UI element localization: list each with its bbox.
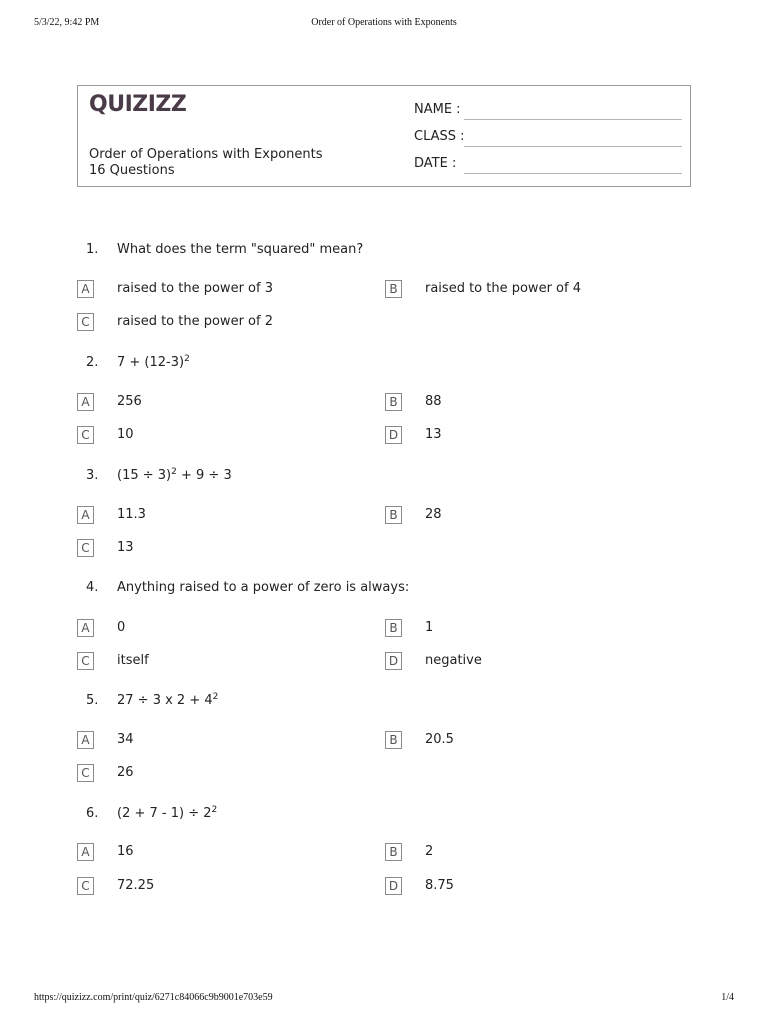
- option-letter-box: A: [77, 619, 94, 637]
- question-number: 1.: [86, 242, 99, 257]
- option-text: 26: [117, 765, 134, 780]
- option-text: 88: [425, 394, 442, 409]
- question-text: What does the term "squared" mean?: [117, 242, 364, 257]
- date-line: [464, 173, 682, 174]
- option-letter-box: B: [385, 619, 402, 637]
- question-text: $(2 + 7 - 1) \div 2^2$: [117, 805, 218, 821]
- option-letter-box: D: [385, 877, 402, 895]
- option-text: raised to the power of 3: [117, 281, 273, 296]
- class-field: [414, 129, 682, 149]
- option-text: raised to the power of 2: [117, 314, 273, 329]
- option-letter-box: C: [77, 764, 94, 782]
- option-letter-box: D: [385, 652, 402, 670]
- option-letter-box: C: [77, 877, 94, 895]
- option-letter-box: A: [77, 280, 94, 298]
- option-text: 72.25: [117, 878, 155, 893]
- print-page-title: Order of Operations with Exponents: [311, 17, 457, 28]
- option-text: 11.3: [117, 507, 146, 522]
- option-text: 28: [425, 507, 442, 522]
- worksheet-header: [77, 85, 691, 187]
- question-number: 4.: [86, 580, 99, 595]
- print-footer: [0, 992, 768, 1006]
- option-text: 10: [117, 427, 134, 442]
- print-url: https://quizizz.com/print/quiz/6271c84066c9b9001e703e59: [34, 992, 273, 1003]
- option-letter-box: B: [385, 280, 402, 298]
- quizizz-logo: QUIZIZZ: [89, 92, 187, 117]
- option-text: 13: [425, 427, 442, 442]
- option-letter-box: D: [385, 426, 402, 444]
- question-text: 27 ÷ 3 x $2 + 4^2$: [117, 692, 219, 708]
- name-line: [464, 119, 682, 120]
- question-text: Anything raised to a power of zero is always:: [117, 580, 410, 595]
- option-text: itself: [117, 653, 149, 668]
- name-label: NAME :: [414, 102, 461, 117]
- option-text: 1: [425, 620, 434, 635]
- print-datetime: 5/3/22, 9:42 PM: [34, 17, 100, 28]
- option-letter-box: A: [77, 843, 94, 861]
- option-letter-box: B: [385, 393, 402, 411]
- option-text: 16: [117, 844, 134, 859]
- class-line: [464, 146, 682, 147]
- option-letter-box: A: [77, 731, 94, 749]
- question-number: 3.: [86, 468, 99, 483]
- name-field: [414, 102, 682, 122]
- option-text: 34: [117, 732, 134, 747]
- option-letter-box: A: [77, 393, 94, 411]
- option-letter-box: C: [77, 652, 94, 670]
- question-count: 16 Questions: [89, 163, 175, 178]
- option-text: 13: [117, 540, 134, 555]
- option-text: 256: [117, 394, 142, 409]
- question-number: 5.: [86, 693, 99, 708]
- date-label: DATE :: [414, 156, 457, 171]
- question-text: $7 + (12-3)^2$: [117, 354, 190, 370]
- question-number: 6.: [86, 806, 99, 821]
- option-letter-box: B: [385, 843, 402, 861]
- print-page-number: 1/4: [721, 992, 734, 1003]
- option-letter-box: C: [77, 313, 94, 331]
- option-letter-box: A: [77, 506, 94, 524]
- class-label: CLASS :: [414, 129, 465, 144]
- option-letter-box: B: [385, 506, 402, 524]
- question-number: 2.: [86, 355, 99, 370]
- quiz-title: Order of Operations with Exponents: [89, 147, 323, 162]
- option-letter-box: C: [77, 426, 94, 444]
- question-text: $(15 \div 3)^2 + 9 \div 3$: [117, 467, 232, 483]
- date-field: [414, 156, 682, 176]
- option-text: negative: [425, 653, 482, 668]
- option-text: 0: [117, 620, 126, 635]
- print-header: [0, 17, 768, 31]
- option-letter-box: C: [77, 539, 94, 557]
- option-letter-box: B: [385, 731, 402, 749]
- option-text: 8.75: [425, 878, 454, 893]
- option-text: 20.5: [425, 732, 454, 747]
- option-text: raised to the power of 4: [425, 281, 581, 296]
- option-text: 2: [425, 844, 434, 859]
